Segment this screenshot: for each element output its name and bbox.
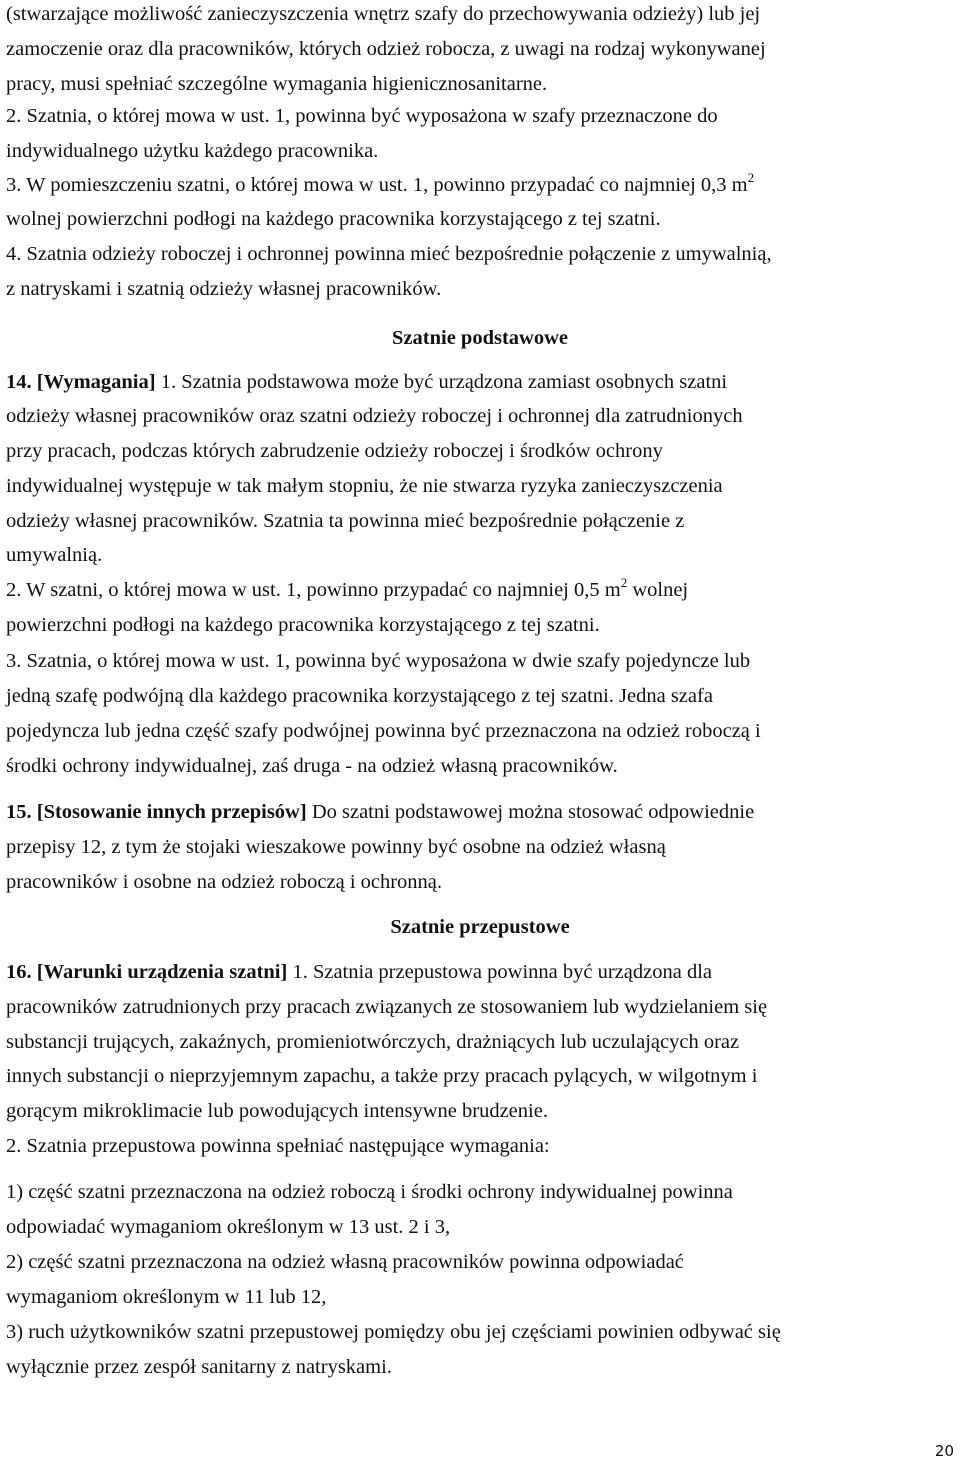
text-line: jedną szafę podwójną dla każdego pracownika korzystającego z tej szatni. Jedna szafa — [6, 685, 713, 707]
text-line: pracy, musi spełniać szczególne wymagania higienicznosanitarne. — [6, 73, 548, 95]
text-line: pracowników zatrudnionych przy pracach związanych ze stosowaniem lub wydzielaniem się — [6, 996, 768, 1018]
superscript: 2 — [747, 170, 755, 185]
text-line: powierzchni podłogi na każdego pracownika korzystającego z tej szatni. — [6, 614, 600, 636]
article-heading: 15. [Stosowanie innych przepisów] — [6, 801, 307, 823]
text-line: 2. Szatnia, o której mowa w ust. 1, powinna być wyposażona w szafy przeznaczone do — [6, 105, 718, 127]
text-line: wymaganiom określonym w 11 lub 12, — [6, 1286, 327, 1308]
text-line: środki ochrony indywidualnej, zaś druga - na odzież własną pracowników. — [6, 755, 618, 777]
text-line: przepisy 12, z tym że stojaki wieszakowe powinny być osobne na odzież własną — [6, 836, 666, 858]
text-line: substancji trujących, zakaźnych, promieniotwórczych, drażniących lub uczulających oraz — [6, 1031, 740, 1053]
paragraph-start: 16. [Warunki urządzenia szatni] 1. Szatnia przepustowa powinna być urządzona dla — [6, 961, 712, 983]
text-line: 4. Szatnia odzieży roboczej i ochronnej powinna mieć bezpośrednie połączenie z umywalnią, — [6, 243, 772, 265]
text-line: wyłącznie przez zespół sanitarny z natryskami. — [6, 1356, 392, 1378]
paragraph-start: 15. [Stosowanie innych przepisów] Do szatni podstawowej można stosować odpowiednie — [6, 801, 755, 823]
text-line: indywidualnej występuje w tak małym stopniu, że nie stwarza ryzyka zanieczyszczenia — [6, 475, 723, 497]
text-line: pojedyncza lub jedna część szafy podwójnej powinna być przeznaczona na odzież roboczą i — [6, 720, 761, 742]
text-line: (stwarzające możliwość zanieczyszczenia wnętrz szafy do przechowywania odzieży) lub jej — [6, 3, 761, 25]
list-item: 2) część szatni przeznaczona na odzież własną pracowników powinna odpowiadać — [6, 1251, 684, 1273]
text-line: umywalnią. — [6, 544, 103, 566]
text-line: 3. W pomieszczeniu szatni, o której mowa w ust. 1, powinno przypadać co najmniej 0,3 $m^2$ — [6, 170, 755, 196]
text-line: zamoczenie oraz dla pracowników, których odzież robocza, z uwagi na rodzaj wykonywanej — [6, 38, 766, 60]
article-heading: 14. [Wymagania] — [6, 371, 156, 393]
paragraph-start: 14. [Wymagania] 1. Szatnia podstawowa może być urządzona zamiast osobnych szatni — [6, 371, 728, 393]
text-line: indywidualnego użytku każdego pracownika. — [6, 140, 379, 162]
text-line: gorącym mikroklimacie lub powodujących intensywne brudzenie. — [6, 1100, 548, 1122]
text-line: 3. Szatnia, o której mowa w ust. 1, powinna być wyposażona w dwie szafy pojedyncze lub — [6, 650, 751, 672]
text-line: odpowiadać wymaganiom określonym w 13 ust. 2 i 3, — [6, 1216, 451, 1238]
text-line: 2. W szatni, o której mowa w ust. 1, powinno przypadać co najmniej 0,5 $m^2$ wolnej — [6, 575, 689, 601]
page-number: 20 — [934, 1442, 954, 1460]
text-line: pracowników i osobne na odzież roboczą i ochronną. — [6, 871, 443, 893]
text-line: z natryskami i szatnią odzieży własnej pracowników. — [6, 278, 442, 300]
text-line: wolnej powierzchni podłogi na każdego pracownika korzystającego z tej szatni. — [6, 208, 661, 230]
superscript: 2 — [620, 575, 628, 590]
text-line: odzieży własnej pracowników oraz szatni odzieży roboczej i ochronnej dla zatrudnionych — [6, 405, 743, 427]
list-item: 3) ruch użytkowników szatni przepustowej pomiędzy obu jej częściami powinien odbywać się — [6, 1321, 781, 1343]
section-heading: Szatnie podstawowe — [392, 327, 568, 349]
section-heading: Szatnie przepustowe — [390, 916, 570, 938]
list-item: 1) część szatni przeznaczona na odzież roboczą i środki ochrony indywidualnej powinna — [6, 1181, 733, 1203]
text-line: innych substancji o nieprzyjemnym zapachu, a także przy pracach pylących, w wilgotnym i — [6, 1065, 758, 1087]
text-line: 2. Szatnia przepustowa powinna spełniać następujące wymagania: — [6, 1135, 550, 1157]
article-heading: 16. [Warunki urządzenia szatni] — [6, 961, 288, 983]
text-line: odzieży własnej pracowników. Szatnia ta powinna mieć bezpośrednie połączenie z — [6, 510, 685, 532]
text-line: przy pracach, podczas których zabrudzenie odzieży roboczej i środków ochrony — [6, 440, 663, 462]
